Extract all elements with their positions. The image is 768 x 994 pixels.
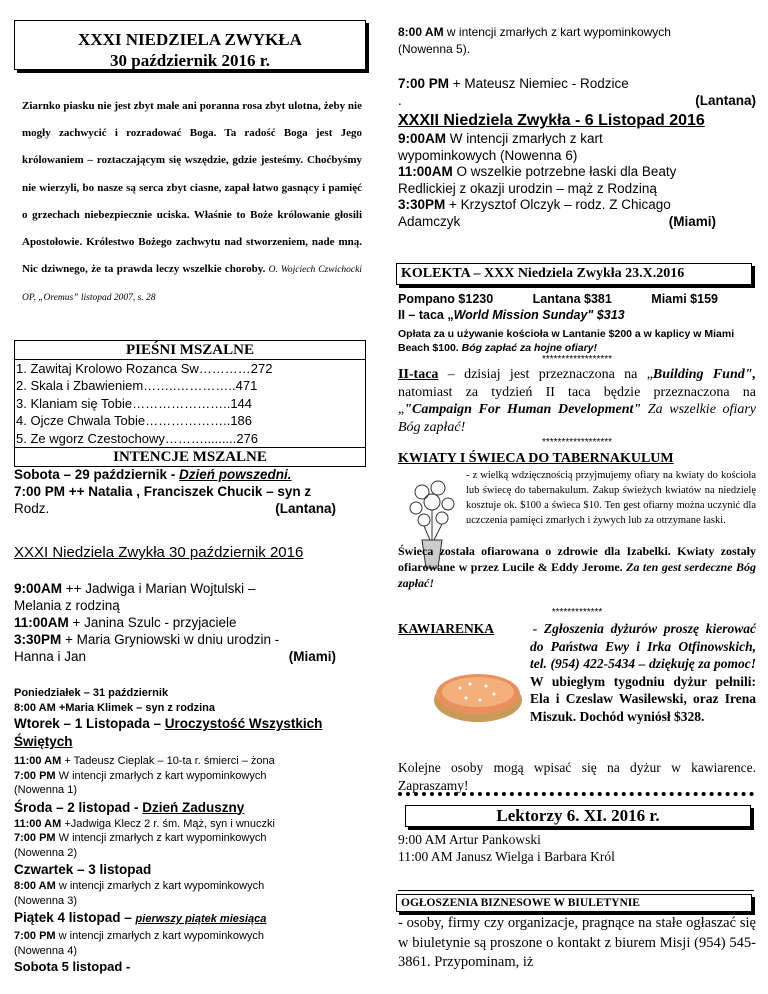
saturday-intentions <box>14 466 366 517</box>
business-text <box>398 914 756 973</box>
cafe-text-wrap <box>526 620 756 725</box>
songs-box <box>14 340 366 467</box>
wednesday-feast: Dzień Zaduszny <box>142 799 245 815</box>
cafe-contact: - Zgłoszenia dyżurów proszę kierować do Państwa Ewy i Irka Otfinowskich, tel. (954) 422-5434 – dziękuję za pomoc! <box>526 621 756 671</box>
mass-time: 3:30PM <box>14 632 62 647</box>
quote-source: O. Wojciech Czwichocki OP, „Oremus” listopad 2007, s. 28 <box>22 265 362 304</box>
collection-title: KOLEKTA – XXX Niedziela Zwykła 23.X.2016 <box>401 266 685 281</box>
bulletin-title: XXXI NIEDZIELA ZWYKŁA <box>78 30 302 49</box>
tuesday-feast: Uroczystość Wszystkich Świętych <box>14 716 323 749</box>
intentions-title: INTENCJE MSZALNE <box>15 447 365 466</box>
mass-intention: w intencji zmarłych z kart wypominkowych <box>55 930 265 942</box>
mass-time: 8:00 AM <box>14 880 56 892</box>
mass-intention: O wszelkie potrzebne łaski dla Beaty <box>452 164 677 179</box>
saturday2-heading: Sobota 5 listopad - <box>14 959 131 974</box>
second-collection-amount: World Mission Sunday" $313 <box>453 308 625 322</box>
separator-stars: ************* <box>551 607 603 618</box>
divider <box>398 890 754 891</box>
thursday-heading: Czwartek – 3 listopad <box>14 862 152 877</box>
mass-time: 3:30PM <box>398 197 446 212</box>
sunday2-masses <box>398 131 756 230</box>
sunday2-title-text: XXXII Niedziela Zwykła - 6 Listopad 2016 <box>398 112 705 129</box>
song-item: 2. Skala i Zbawieniem……..…………..471 <box>16 378 258 394</box>
monday-heading: Poniedziałek – 31 październik <box>14 687 169 699</box>
mass-intention-cont: Melania z rodziną <box>14 598 120 613</box>
saturday-mass-cont: Rodz. <box>14 501 50 516</box>
saturday-masses-cont <box>398 24 756 57</box>
cafe-signup-text: Kolejne osoby mogą wpisać się na dyżur w kawiarence. Zapraszamy! <box>398 760 756 793</box>
saturday-heading: Sobota – 29 październik - <box>14 467 180 482</box>
flowers-thanks: Za ten gest serdeczne Bóg zapłać! <box>398 560 756 590</box>
collection-amounts <box>398 291 756 365</box>
flowers-donation <box>398 543 756 591</box>
cafe-signup <box>398 759 756 794</box>
mass-time: 7:00 PM <box>398 76 450 91</box>
thanks-note: Bóg zapłać za hojne ofiary! <box>461 342 597 354</box>
lantana-amount: Lantana $381 <box>532 292 612 306</box>
mass-intention: W intencji zmarłych z kart wypominkowych <box>55 769 267 782</box>
miami-amount: Miami $159 <box>651 292 718 306</box>
business-title-box <box>396 894 752 912</box>
mass-time: 7:00 PM <box>14 930 56 942</box>
mass-time: 9:00AM <box>398 131 447 146</box>
cafe-heading: KAWIARENKA <box>398 621 495 636</box>
flowers-heading-line <box>398 450 756 468</box>
church-fee-note: Opłata za u używanie kościoła w Lantanie $200 a w kaplicy w Miami Beach $100. <box>398 328 735 354</box>
saturday-note: Dzień powszedni. <box>179 467 292 482</box>
songs-title: PIEŚNI MSZALNE <box>15 341 365 360</box>
song-item: 5. Ze wgorz Czestochowy……….........276 <box>16 430 259 446</box>
sunday-title <box>14 544 366 562</box>
mass-time: 11:00AM <box>398 164 453 179</box>
mass-intention: W intencji zmarłych z kart wypominkowych <box>55 832 267 844</box>
tuesday-heading: Wtorek – 1 Listopada – <box>14 716 165 731</box>
mass-time: 7:00 PM <box>14 832 56 844</box>
novena: (Nowenna 3) <box>14 894 77 907</box>
dot: . <box>398 92 402 108</box>
text: – dzisiaj jest przeznaczona na „ <box>438 367 653 382</box>
second-collection-info <box>398 366 756 436</box>
mass-intention-cont: Hanna i Jan <box>14 649 87 664</box>
thanks: Za wszelkie ofiary Bóg zapłać! <box>398 402 756 435</box>
sunday-title-text: XXXI Niedziela Zwykła 30 październik 2016 <box>14 544 304 561</box>
lantana-location: (Lantana) <box>695 92 756 108</box>
cake-icon <box>430 660 526 726</box>
mass-intention-cont: Redlickiej z okazji urodzin – mąż z Rodziną <box>398 180 657 196</box>
novena: (Nowenna 1) <box>14 784 77 796</box>
second-collection-heading: II-taca <box>398 367 439 382</box>
campaign-name: "Campaign For Human Development" <box>404 402 642 417</box>
separator-stars: ****************** <box>541 437 613 448</box>
mass-time: 11:00 AM <box>14 755 62 767</box>
text: natomiast za tydzień II taca będzie przeznaczona na „ <box>398 384 756 417</box>
mass-time: 11:00AM <box>14 615 69 630</box>
songs-list <box>15 360 365 447</box>
separator-stars: ****************** <box>541 354 613 365</box>
novena: (Nowenna 5). <box>398 41 471 56</box>
miami-location: (Miami) <box>668 213 716 229</box>
song-item: 4. Ojcze Chwala Tobie………………..186 <box>16 413 253 429</box>
novena: (Nowenna 2) <box>14 846 77 859</box>
saturday-mass: 7:00 PM ++ Natalia , Franciszek Chucik – syn z <box>14 484 312 499</box>
monday-mass: 8:00 AM +Maria Klimek – syn z rodzina <box>14 701 216 714</box>
friday-heading: Piątek 4 listopad – <box>14 910 136 925</box>
mass-intention: w intencji zmarłych z kart wypominkowych <box>55 880 265 892</box>
mass-intention: W intencji zmarłych z kart <box>446 131 603 146</box>
mass-time: 11:00 AM <box>14 817 62 830</box>
quote-paragraph <box>22 93 362 313</box>
mass-intention-cont: Adamczyk <box>398 213 461 229</box>
mass-intention: + Maria Gryniowski w dniu urodzin - <box>61 632 280 647</box>
second-collection-label: II – taca „ <box>398 308 454 322</box>
flowers-heading: KWIATY I ŚWIECA DO TABERNAKULUM <box>398 451 674 466</box>
mass-time: 9:00AM <box>14 581 63 596</box>
lectors-title-box <box>405 805 751 827</box>
mass-intention: w intencji zmarłych z kart wypominkowych <box>443 25 671 39</box>
mass-intention-cont: wypominkowych (Nowenna 6) <box>398 147 578 163</box>
business-body: - osoby, firmy czy organizacje, pragnące na stałe ogłaszać się w biuletynie są proszone o kontakt z biurem Misji (954) 545-3861. Przypominam, iż <box>398 915 756 970</box>
cafe-duty: W ubiegłym tygodniu dyżur pełnili: Ela i Czeslaw Wasilewski, oraz Irena Miszuk. Dochód wyniósł $328. <box>530 673 756 724</box>
saturday-evening <box>398 76 756 109</box>
mass-intention: + Mateusz Niemiec - Rodzice <box>449 76 629 91</box>
mass-intention: + Krzysztof Olczyk – rodz. Z Chicago <box>445 197 671 212</box>
collection-title-box <box>396 263 752 285</box>
mass-intention: ++ Jadwiga i Marian Wojtulski – <box>62 581 256 596</box>
lector-item: 11:00 AM Janusz Wielga i Barbara Król <box>398 848 615 864</box>
flowers-text: - z wielką wdzięcznością przyjmujemy ofiary na kwiaty do kościoła lub świecę do tabernakulum. Zakup świeżych kwiatów na niedzielę kosztuje ok. $100 a świeca $10. Ten gest ofiarny można uczynić dla uczczenia pamięci zmarłych i żywych lub za otrzymane łaski. <box>466 470 756 526</box>
mass-time: 8:00 AM <box>398 25 444 39</box>
dotted-divider <box>398 792 754 796</box>
lectors-title: Lektorzy 6. XI. 2016 r. <box>496 806 660 825</box>
mass-intention: + Janina Szulc - przyjaciele <box>68 615 237 630</box>
flowers-text-wrap <box>466 468 756 528</box>
flowers-donation-text: Świeca została ofiarowana o zdrowie dla Izabelki. Kwiaty zostały ofiarowane w przez Lucile & Eddy Jerome. <box>398 544 756 574</box>
building-fund: Building Fund", <box>652 367 757 382</box>
song-item: 1. Zawitaj Krolowo Rozanca Sw…………272 <box>16 361 273 376</box>
mass-time: 7:00 PM <box>14 769 56 782</box>
mass-intention: +Jadwiga Klecz 2 r. śm. Mąż, syn i wnuczki <box>61 817 275 830</box>
pompano-amount: Pompano $1230 <box>398 292 494 306</box>
wednesday-heading: Środa – 2 listopad - <box>14 799 143 815</box>
business-title: OGŁOSZENIA BIZNESOWE W BIULETYNIE <box>401 897 640 909</box>
sunday2-title <box>398 111 756 131</box>
week-intentions <box>14 686 366 976</box>
friday-note: pierwszy piątek miesiąca <box>135 913 267 925</box>
sunday-location: (Miami) <box>288 649 336 664</box>
lector-item: 9:00 AM Artur Pankowski <box>398 832 541 847</box>
sunday-masses <box>14 580 366 665</box>
novena: (Nowenna 4) <box>14 944 77 957</box>
lectors-list <box>398 832 756 865</box>
song-item: 3. Klaniam się Tobie…………………..144 <box>16 395 253 411</box>
mass-intention: + Tadeusz Cieplak – 10-ta r. śmierci – żona <box>61 755 275 767</box>
quote-text: Ziarnko piasku nie jest zbyt małe ani poranna rosa zbyt ulotna, żeby nie mogły zachwycić i rozradować Boga. Ta radość Boga jest Jego królowaniem – roztaczającym się wszędzie, gdzie jesteśmy. Choćbyśmy nie wierzyli, bo nasze są serca zbyt ciasne, zapał łatwo gasnący i pamięć o grzechach niebezpiecznie uciska. Właśnie to Boże królowanie głosili Apostołowie. Królestwo Bożego zachwytu nad stworzeniem, nade mną. Nic dziwnego, że ta prawda leczy wszelkie choroby. <box>22 100 362 276</box>
saturday-location: (Lantana) <box>275 501 336 516</box>
bulletin-date: 30 październik 2016 r. <box>110 51 270 70</box>
bulletin-title-box <box>14 20 366 70</box>
